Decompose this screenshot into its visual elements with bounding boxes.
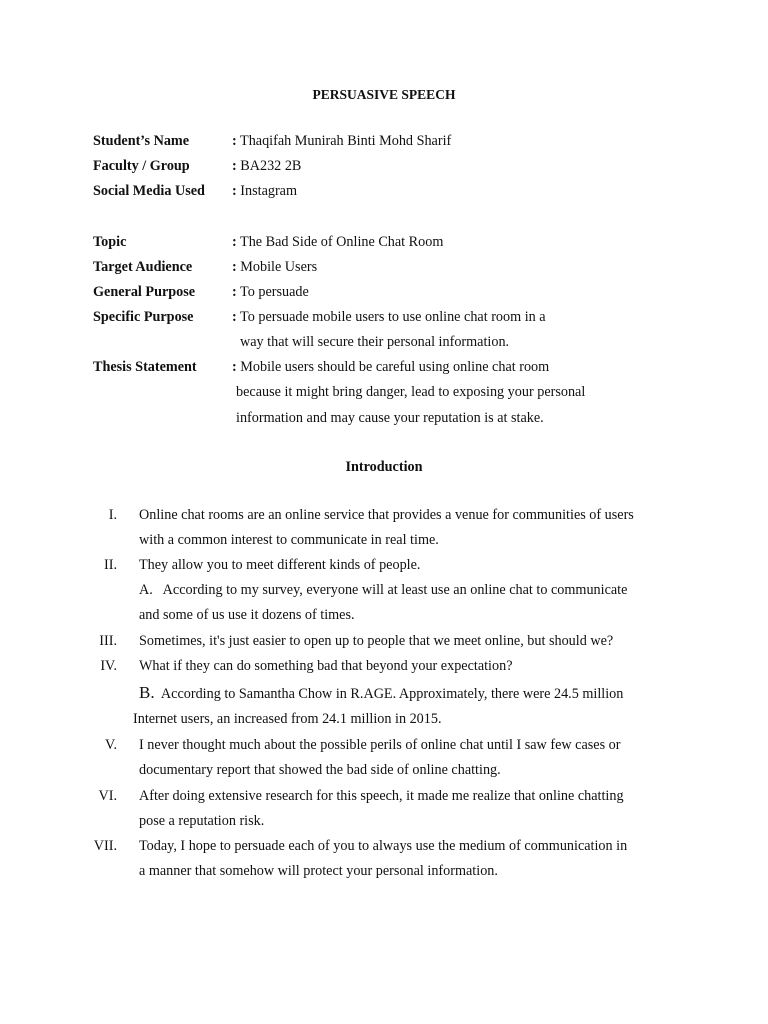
item-number: VI. [98, 788, 117, 804]
specific-purpose-label: Specific Purpose [93, 309, 194, 325]
thesis-statement-label: Thesis Statement [93, 359, 197, 375]
thesis-statement-row [93, 359, 713, 381]
item-text: with a common interest to communicate in real time. [139, 532, 439, 548]
item-number: III. [99, 633, 117, 649]
faculty-group-label: Faculty / Group [93, 158, 190, 174]
thesis-statement-value: : Mobile users should be careful using online chat room [232, 359, 550, 375]
general-purpose-label: General Purpose [93, 284, 196, 300]
specific-purpose-row [93, 309, 713, 331]
social-media-row [93, 183, 713, 205]
faculty-group-row [93, 158, 713, 180]
topic-label: Topic [93, 234, 127, 250]
general-purpose-value: : To persuade [232, 284, 309, 300]
student-name-value: : Thaqifah Munirah Binti Mohd Sharif [232, 133, 452, 149]
item-number: V. [105, 737, 117, 753]
sub-item-letter: A. [139, 582, 153, 598]
sub-item-text: A. According to my survey, everyone will at least use an online chat to communicate [139, 582, 628, 598]
social-media-label: Social Media Used [93, 183, 205, 199]
item-number: I. [108, 507, 117, 523]
document-title: PERSUASIVE SPEECH [312, 87, 456, 102]
social-media-value: : Instagram [232, 183, 298, 199]
sub-item-text: Internet users, an increased from 24.1 million in 2015. [133, 711, 442, 727]
sub-item-letter: B. [139, 683, 155, 702]
item-text: Sometimes, it's just easier to open up to people that we meet online, but should we? [139, 633, 614, 649]
student-name-row [93, 133, 713, 155]
sub-item-text: B. According to Samantha Chow in R.AGE. Approximately, there were 24.5 million [139, 683, 624, 702]
item-number: II. [104, 557, 117, 573]
faculty-group-value: : BA232 2B [232, 158, 302, 174]
thesis-statement-continuation: information and may cause your reputation is at stake. [236, 410, 544, 426]
item-text: documentary report that showed the bad side of online chatting. [139, 762, 501, 778]
item-text: They allow you to meet different kinds of people. [139, 557, 421, 573]
target-audience-label: Target Audience [93, 259, 193, 275]
specific-purpose-value: : To persuade mobile users to use online chat room in a [232, 309, 546, 325]
target-audience-value: : Mobile Users [232, 259, 318, 275]
item-text: What if they can do something bad that beyond your expectation? [139, 658, 513, 674]
item-text: Online chat rooms are an online service that provides a venue for communities of users [139, 507, 634, 523]
target-audience-row [93, 259, 713, 281]
sub-item-text: and some of us use it dozens of times. [139, 607, 355, 623]
general-purpose-row [93, 284, 713, 306]
thesis-statement-continuation: because it might bring danger, lead to exposing your personal [236, 384, 586, 400]
item-text: a manner that somehow will protect your personal information. [139, 863, 498, 879]
topic-value: : The Bad Side of Online Chat Room [232, 234, 444, 250]
specific-purpose-continuation: way that will secure their personal information. [240, 334, 510, 350]
item-text: Today, I hope to persuade each of you to always use the medium of communication in [139, 838, 628, 854]
item-text: I never thought much about the possible perils of online chat until I saw few cases or [139, 737, 621, 753]
student-name-label: Student’s Name [93, 133, 190, 149]
introduction-heading: Introduction [345, 459, 423, 475]
item-text: pose a reputation risk. [139, 813, 265, 829]
item-number: IV. [100, 658, 117, 674]
item-number: VII. [93, 838, 117, 854]
item-text: After doing extensive research for this speech, it made me realize that online chatting [139, 788, 624, 804]
topic-row [93, 234, 713, 256]
